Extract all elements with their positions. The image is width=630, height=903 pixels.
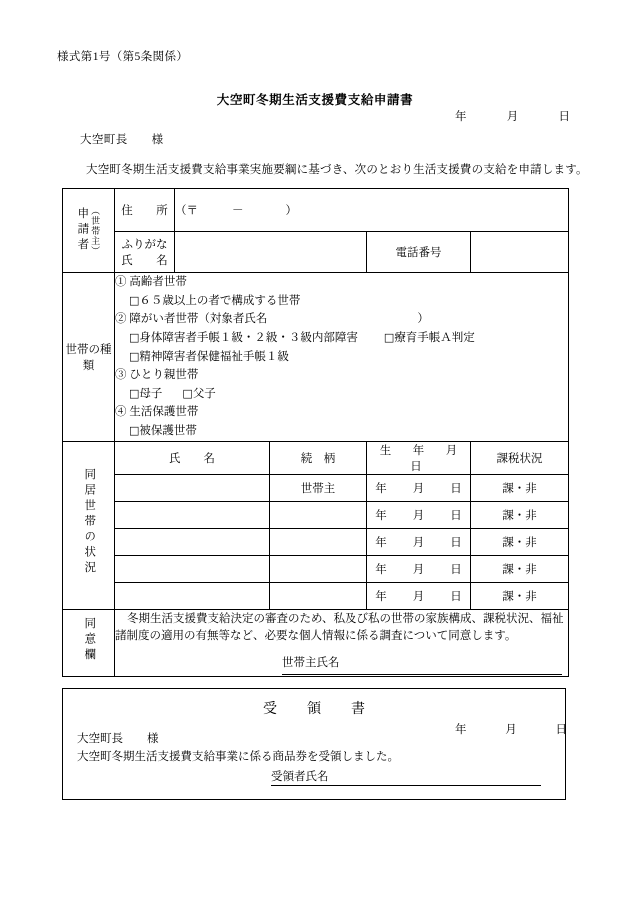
- applicant-name-row: [63, 232, 569, 273]
- birth-month-label: 月: [412, 509, 425, 522]
- header-date-line: [455, 108, 570, 124]
- member-relation-cell[interactable]: [270, 555, 367, 582]
- member-tax-cell[interactable]: 課・非: [471, 555, 569, 582]
- receipt-date-year-label: 年: [455, 724, 467, 736]
- members-col-relation: 続 柄: [270, 441, 367, 474]
- household-type-item-4: [115, 403, 568, 422]
- checkbox-option-ryoiku[interactable]: [384, 332, 475, 344]
- table-row: [63, 555, 569, 582]
- household-type-item-1: [115, 273, 568, 292]
- consent-signature-row[interactable]: [115, 655, 568, 674]
- checkbox-label: 母子: [139, 387, 163, 400]
- receipt-date-day-label: 日: [555, 724, 567, 736]
- checkbox-option-physical[interactable]: [129, 332, 358, 344]
- member-tax-cell[interactable]: 課・非: [471, 474, 569, 501]
- consent-signature-line[interactable]: [282, 655, 562, 674]
- table-row: [63, 474, 569, 501]
- birth-year-label: 年: [375, 509, 387, 522]
- name-label: 氏 名: [121, 255, 174, 267]
- checkbox-icon[interactable]: □: [129, 293, 140, 307]
- item-text: 障がい者世帯（対象者氏名: [129, 313, 268, 326]
- item-text: 高齢者世帯: [129, 276, 187, 288]
- checkbox-label: 精神障害者保健福祉手帳１級: [139, 350, 289, 363]
- furigana-label: ふりがな: [121, 239, 168, 251]
- consent-label-text: 同意欄: [83, 616, 96, 664]
- checkbox-label: 被保護世帯: [139, 425, 197, 437]
- birth-day-label: 日: [450, 563, 462, 576]
- members-col-name: 氏 名: [115, 441, 270, 474]
- item-number: ①: [115, 276, 127, 288]
- page-title: 大空町冬期生活支援費支給申請書: [216, 93, 414, 107]
- item-text: ひとり親世帯: [129, 369, 199, 382]
- members-header-row: [63, 441, 569, 474]
- table-row: [63, 582, 569, 609]
- phone-label: 電話番号: [367, 232, 471, 273]
- postal-code-field[interactable]: [175, 205, 297, 217]
- consent-row: [63, 609, 569, 676]
- item-text: 生活保護世帯: [129, 406, 199, 419]
- birth-month-label: 月: [412, 482, 425, 495]
- receipt-title: 受 領 書: [263, 702, 373, 717]
- household-type-item-3: [115, 366, 568, 385]
- applicant-address-row: [63, 189, 569, 232]
- member-birth-cell[interactable]: [367, 555, 471, 582]
- checkbox-row-single-parent: [115, 385, 568, 404]
- item-number: ②: [115, 313, 127, 326]
- applicant-phone-value[interactable]: [471, 232, 569, 273]
- birth-year-label: 年: [375, 482, 387, 495]
- members-label-text: 同居世帯の状況: [83, 468, 96, 577]
- receipt-date-line: [455, 721, 567, 737]
- member-relation-cell[interactable]: [270, 501, 367, 528]
- member-name-cell[interactable]: [115, 528, 270, 555]
- addressee: [80, 131, 164, 147]
- members-row-label: [63, 441, 115, 609]
- birth-day-label: 日: [450, 536, 462, 549]
- intro-paragraph: 大空町冬期生活支援費支給事業実施要綱に基づき、次のとおり生活支援費の支給を申請します。: [86, 164, 588, 176]
- member-birth-cell[interactable]: [367, 501, 471, 528]
- member-birth-cell[interactable]: [367, 582, 471, 609]
- members-col-tax: 課税状況: [471, 441, 569, 474]
- household-type-item-2: [115, 310, 568, 329]
- consent-content: [115, 609, 569, 676]
- receipt-section: [62, 688, 566, 800]
- member-name-cell[interactable]: [115, 501, 270, 528]
- member-name-cell[interactable]: [115, 555, 270, 582]
- postal-suffix: ）: [285, 205, 297, 217]
- checkbox-row-disability-1: [115, 329, 568, 348]
- address-label: 住 所: [115, 189, 175, 232]
- member-name-cell[interactable]: [115, 582, 270, 609]
- birth-day-label: 日: [450, 509, 462, 522]
- birth-day-label: 日: [450, 482, 462, 495]
- checkbox-label: 療育手帳Ａ判定: [394, 331, 475, 344]
- household-type-row: [63, 273, 569, 442]
- checkbox-label: 父子: [192, 387, 216, 400]
- consent-signature-label: 世帯主氏名: [282, 657, 340, 670]
- household-type-label: 世帯の種類: [63, 273, 115, 442]
- receipt-date-month-label: 月: [505, 724, 517, 736]
- birth-year-label: 年: [375, 590, 387, 603]
- member-name-cell[interactable]: [115, 474, 270, 501]
- checkbox-icon[interactable]: □: [129, 330, 140, 344]
- consent-row-label: [63, 609, 115, 676]
- postal-prefix: （〒: [175, 205, 198, 217]
- furigana-name-label: [115, 232, 175, 273]
- member-tax-cell[interactable]: 課・非: [471, 582, 569, 609]
- birth-day-label: 日: [450, 590, 462, 603]
- form-code: 様式第1号（第5条関係）: [57, 51, 189, 63]
- date-year-label: 年: [455, 111, 467, 123]
- members-col-birth: 生 年 月 日: [367, 441, 471, 474]
- addressee-name: 大空町長: [80, 134, 128, 146]
- checkbox-label: 身体障害者手帳１級・２級・３級内部障害: [139, 331, 358, 344]
- receipt-body: 大空町冬期生活支援費支給事業に係る商品券を受領しました。: [77, 751, 399, 763]
- applicant-label-text: 申請者: [76, 207, 89, 254]
- applicant-name-value[interactable]: [175, 232, 367, 273]
- member-relation-cell[interactable]: [270, 582, 367, 609]
- receipt-signature-line[interactable]: [271, 768, 541, 786]
- addressee-honorific: 様: [151, 134, 164, 146]
- checkbox-option-mental[interactable]: [115, 348, 568, 367]
- member-relation-cell[interactable]: [270, 528, 367, 555]
- applicant-row-label: [63, 189, 115, 273]
- table-row: [63, 528, 569, 555]
- receipt-addressee-name: 大空町長: [77, 733, 123, 745]
- consent-text: 冬期生活支援費支給決定の審査のため、私及び私の世帯の家族構成、課税状況、福祉諸制度の適用の有無等など、必要な個人情報に係る調査について同意します。: [115, 612, 564, 642]
- checkbox-icon[interactable]: □: [182, 386, 193, 400]
- receipt-signature-label: 受領者氏名: [271, 771, 329, 783]
- application-table: [62, 188, 569, 677]
- member-tax-cell[interactable]: 課・非: [471, 528, 569, 555]
- checkbox-option-father-child[interactable]: [182, 388, 215, 400]
- postal-dash: －: [232, 205, 244, 217]
- date-month-label: 月: [506, 111, 519, 123]
- member-birth-cell[interactable]: [367, 528, 471, 555]
- table-row: [63, 501, 569, 528]
- date-day-label: 日: [558, 111, 570, 123]
- checkbox-option-elderly[interactable]: [115, 292, 568, 311]
- receipt-signature-row[interactable]: [63, 768, 565, 786]
- checkbox-icon[interactable]: □: [129, 386, 140, 400]
- birth-year-label: 年: [375, 563, 387, 576]
- member-birth-cell[interactable]: [367, 474, 471, 501]
- birth-year-label: 年: [375, 536, 387, 549]
- item-suffix: ）: [417, 313, 429, 326]
- checkbox-icon[interactable]: □: [129, 424, 140, 437]
- member-tax-cell[interactable]: 課・非: [471, 501, 569, 528]
- checkbox-option-welfare[interactable]: [115, 422, 568, 441]
- birth-month-label: 月: [412, 536, 425, 549]
- checkbox-option-mother-child[interactable]: [129, 388, 162, 400]
- household-type-options: [115, 273, 569, 442]
- item-number: ④: [115, 406, 127, 419]
- birth-month-label: 月: [412, 563, 425, 576]
- item-number: ③: [115, 369, 127, 382]
- applicant-label-sub: （世帯主）: [90, 205, 101, 256]
- checkbox-icon[interactable]: □: [129, 349, 140, 363]
- birth-month-label: 月: [412, 590, 425, 603]
- checkbox-label: ６５歳以上の者で構成する世帯: [139, 294, 301, 307]
- address-input-cell[interactable]: [175, 189, 569, 232]
- member-relation-cell[interactable]: 世帯主: [270, 474, 367, 501]
- checkbox-icon[interactable]: □: [383, 330, 395, 344]
- receipt-addressee-honorific: 様: [147, 733, 159, 745]
